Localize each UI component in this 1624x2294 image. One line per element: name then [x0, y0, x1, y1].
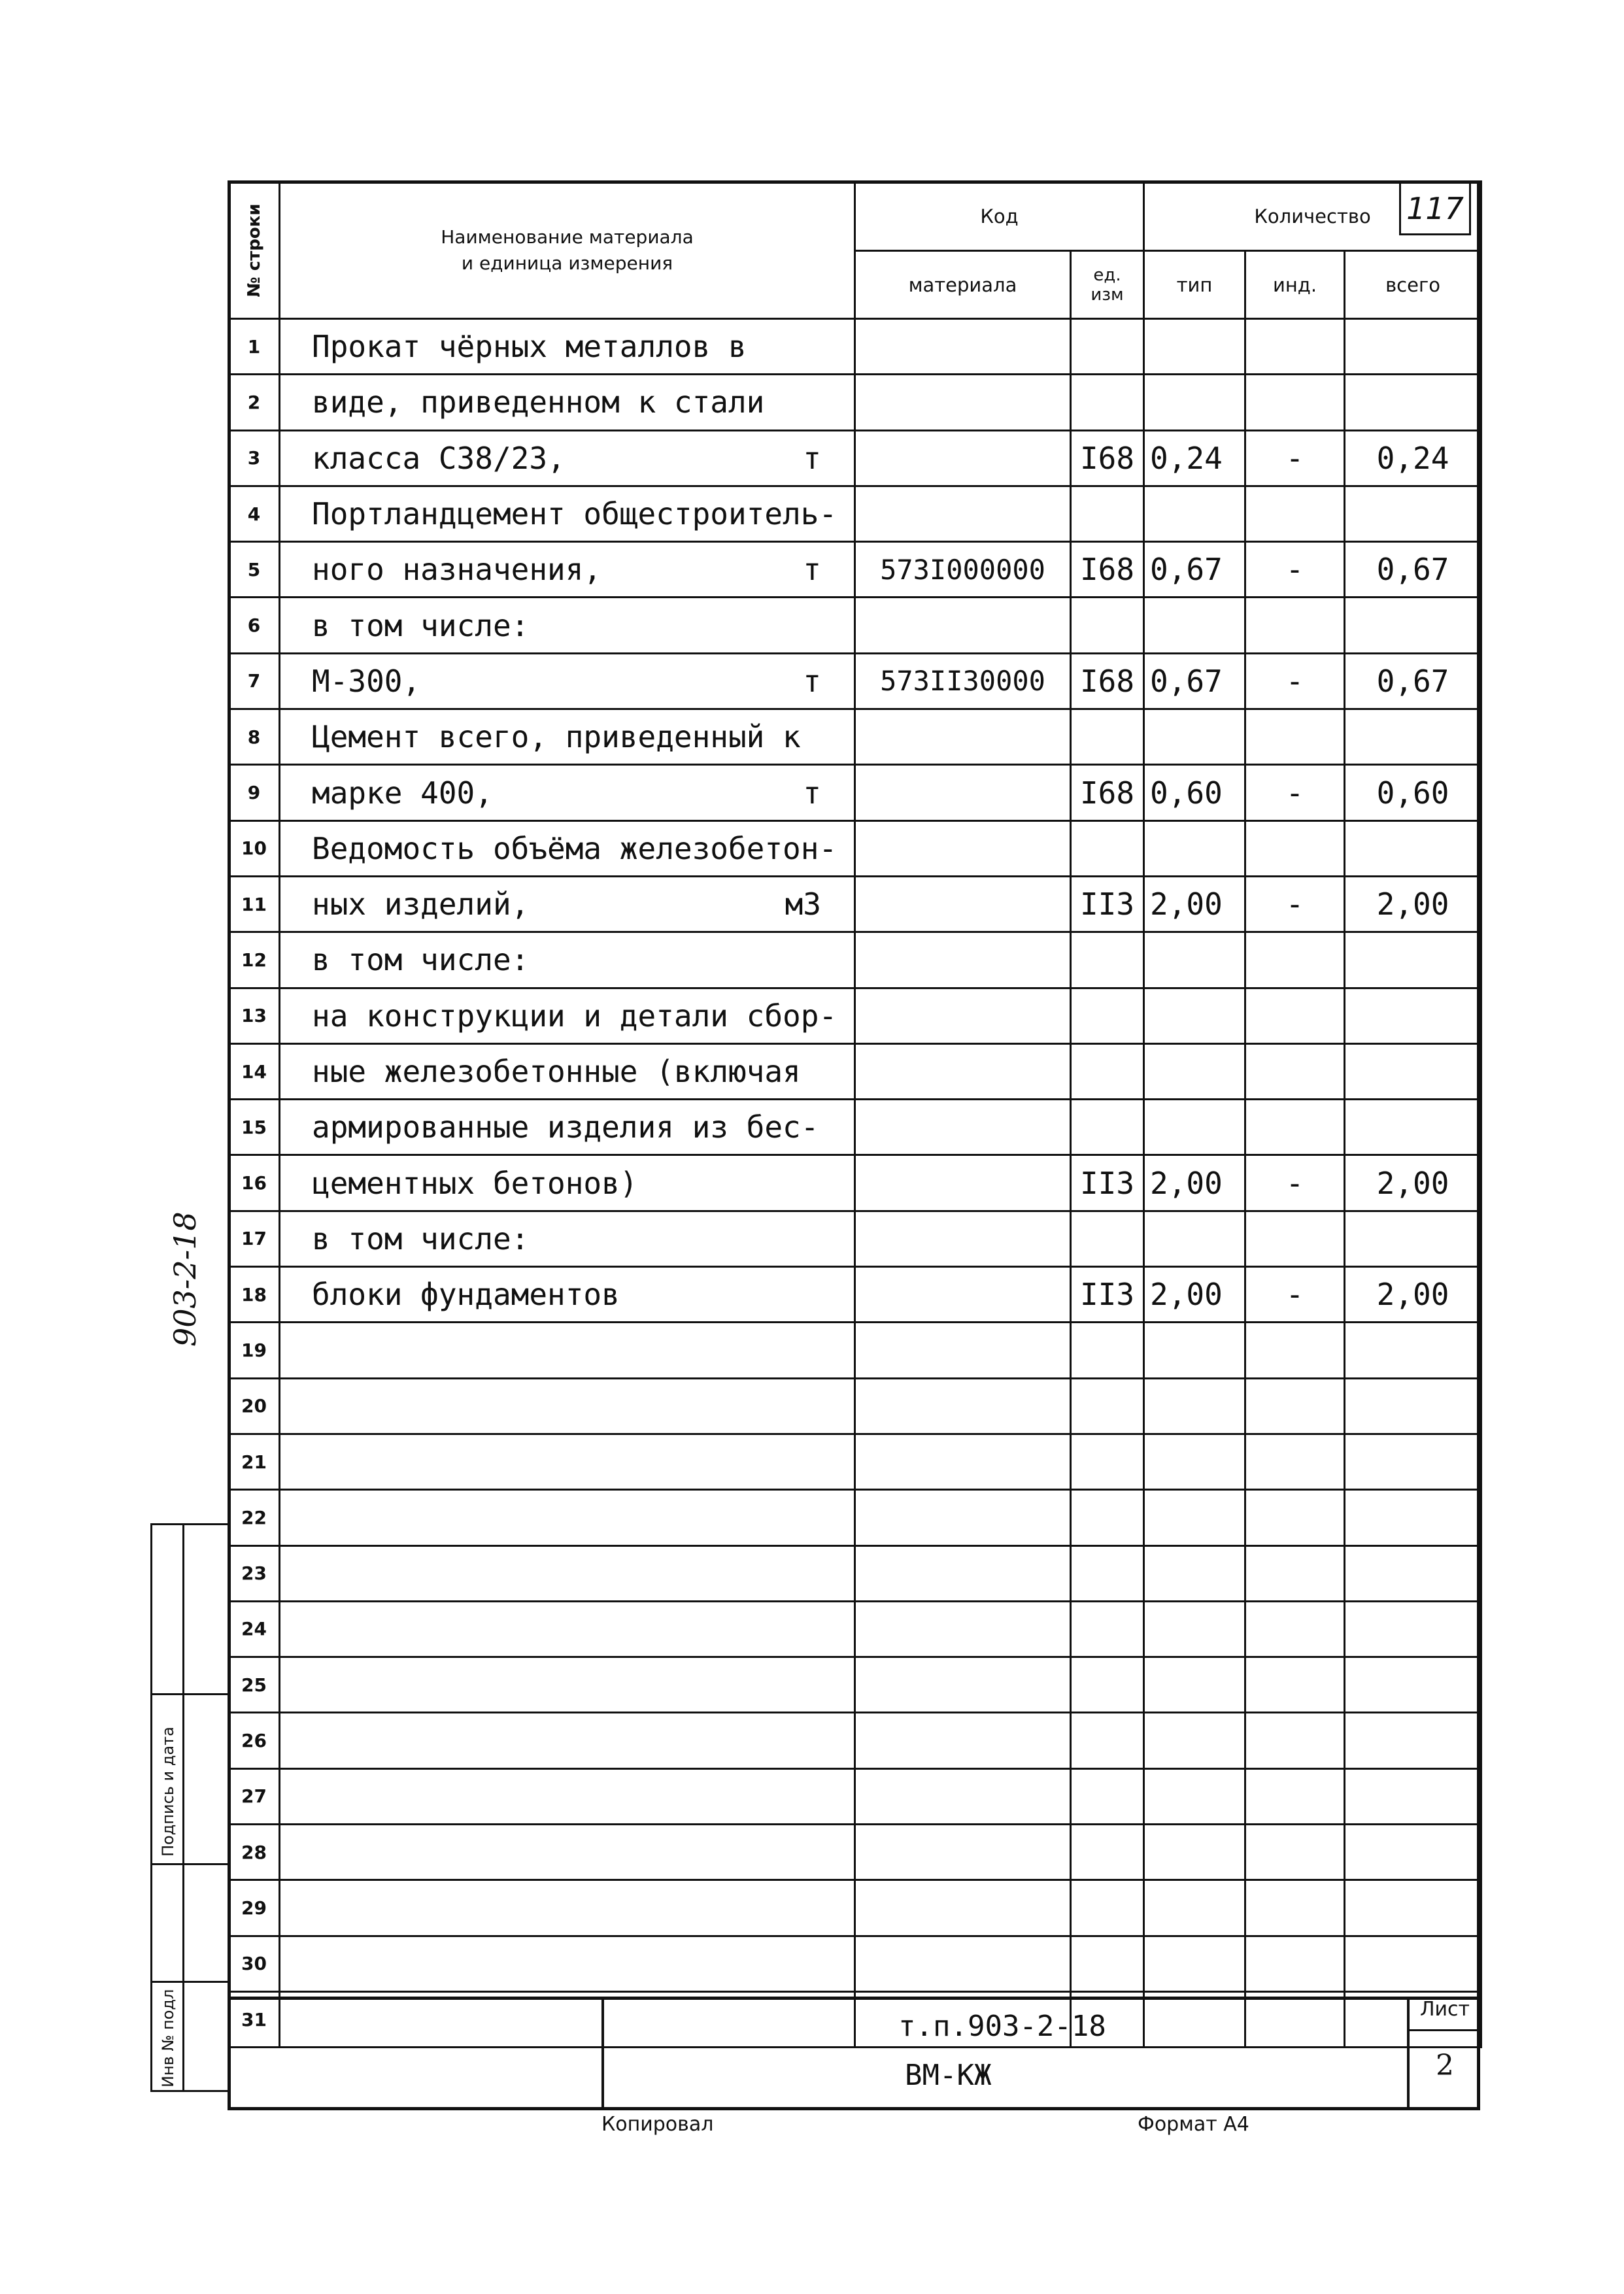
table-row	[229, 1936, 1481, 1991]
material-code	[855, 1713, 1071, 1768]
material-code: 573I000000	[855, 542, 1071, 598]
qty-ind	[1245, 1434, 1345, 1489]
qty-ind: -	[1245, 876, 1345, 932]
material-code	[855, 1657, 1071, 1713]
table-row	[229, 1100, 1481, 1155]
qty-type: 0,67	[1144, 542, 1245, 598]
qty-type: 2,00	[1144, 1155, 1245, 1211]
material-code	[855, 1100, 1071, 1155]
material-name	[280, 876, 855, 932]
unit-code	[1071, 1880, 1144, 1936]
material-name	[280, 1267, 855, 1323]
document-mark: ВМ-КЖ	[905, 2059, 992, 2092]
row-number: 20	[229, 1378, 280, 1434]
material-name-text: ных изделий,	[312, 886, 530, 922]
unit-code: I68	[1071, 542, 1144, 598]
qty-total	[1345, 1323, 1481, 1378]
material-name	[280, 1100, 855, 1155]
qty-ind: -	[1245, 430, 1345, 486]
material-name	[280, 1768, 855, 1824]
row-number: 7	[229, 653, 280, 709]
qty-type	[1144, 1545, 1245, 1601]
material-name-text: Прокат чёрных металлов в	[312, 329, 747, 365]
qty-ind	[1245, 1713, 1345, 1768]
unit-code	[1071, 1601, 1144, 1657]
row-number: 29	[229, 1880, 280, 1936]
qty-total: 0,60	[1345, 765, 1481, 820]
qty-ind	[1245, 1545, 1345, 1601]
material-code	[855, 1545, 1071, 1601]
material-name-text: ные железобетонные (включая	[312, 1054, 801, 1089]
material-code	[855, 319, 1071, 375]
qty-total: 2,00	[1345, 876, 1481, 932]
material-name	[280, 430, 855, 486]
material-code	[855, 375, 1071, 430]
qty-ind: -	[1245, 653, 1345, 709]
qty-total: 0,67	[1345, 653, 1481, 709]
material-name	[280, 1378, 855, 1434]
header-code: Код	[855, 182, 1144, 251]
sheet-number: 2	[1436, 2049, 1454, 2082]
qty-total	[1345, 1880, 1481, 1936]
qty-total	[1345, 486, 1481, 541]
qty-total	[1345, 375, 1481, 430]
material-name	[280, 1713, 855, 1768]
material-code	[855, 1434, 1071, 1489]
material-name	[280, 375, 855, 430]
row-number: 6	[229, 598, 280, 653]
side-code-wrap	[150, 1020, 216, 1347]
unit-code	[1071, 1657, 1144, 1713]
qty-type: 0,24	[1144, 430, 1245, 486]
qty-ind	[1245, 988, 1345, 1043]
unit-code	[1071, 486, 1144, 541]
measure-unit: т	[803, 552, 821, 588]
material-name	[280, 1323, 855, 1378]
side-project-code: 903-2-18	[167, 1211, 203, 1347]
qty-total	[1345, 709, 1481, 765]
stamp-cell-inv	[152, 1983, 229, 2094]
unit-code	[1071, 598, 1144, 653]
material-name	[280, 1825, 855, 1880]
row-number: 18	[229, 1267, 280, 1323]
qty-ind	[1245, 820, 1345, 876]
material-name	[280, 709, 855, 765]
row-number: 1	[229, 319, 280, 375]
qty-total	[1345, 598, 1481, 653]
qty-total	[1345, 1825, 1481, 1880]
table-row	[229, 988, 1481, 1043]
qty-ind	[1245, 1936, 1345, 1991]
qty-total	[1345, 1768, 1481, 1824]
qty-type: 2,00	[1144, 1267, 1245, 1323]
row-number: 4	[229, 486, 280, 541]
project-code: т.п.903-2-18	[898, 2010, 1106, 2043]
material-code	[855, 876, 1071, 932]
table-row	[229, 709, 1481, 765]
header-code-unit	[1071, 251, 1144, 319]
qty-total: 2,00	[1345, 1267, 1481, 1323]
unit-code	[1071, 319, 1144, 375]
material-code	[855, 765, 1071, 820]
material-name	[280, 653, 855, 709]
qty-type	[1144, 820, 1245, 876]
row-number: 28	[229, 1825, 280, 1880]
row-number: 9	[229, 765, 280, 820]
qty-ind: -	[1245, 1267, 1345, 1323]
table-row	[229, 1490, 1481, 1545]
qty-ind	[1245, 375, 1345, 430]
unit-code	[1071, 1434, 1144, 1489]
qty-type	[1144, 1211, 1245, 1266]
row-number: 5	[229, 542, 280, 598]
measure-unit: т	[803, 663, 821, 699]
header-unit-line1: ед.	[1093, 265, 1121, 285]
material-code	[855, 709, 1071, 765]
material-code	[855, 820, 1071, 876]
unit-code	[1071, 1043, 1144, 1099]
qty-ind	[1245, 1378, 1345, 1434]
measure-unit: м3	[785, 886, 821, 922]
qty-total	[1345, 1100, 1481, 1155]
table-row	[229, 319, 1481, 375]
table-body	[229, 319, 1481, 2048]
table-row	[229, 1211, 1481, 1266]
unit-code	[1071, 932, 1144, 988]
table-row	[229, 1713, 1481, 1768]
material-code	[855, 1768, 1071, 1824]
qty-ind	[1245, 1490, 1345, 1545]
unit-code	[1071, 1825, 1144, 1880]
qty-type	[1144, 1434, 1245, 1489]
table-row	[229, 486, 1481, 541]
header-name-line1: Наименование материала	[441, 226, 694, 248]
unit-code: I68	[1071, 430, 1144, 486]
corner-sheet-number: 117	[1399, 182, 1471, 235]
material-name-text: виде, приведенном к стали	[312, 384, 765, 420]
material-name-text: в том числе:	[312, 607, 530, 643]
qty-ind	[1245, 598, 1345, 653]
material-name-text: армированные изделия из бес-	[312, 1109, 819, 1145]
qty-type	[1144, 1936, 1245, 1991]
material-name	[280, 988, 855, 1043]
stamp-cell-empty	[152, 1865, 229, 1983]
material-code	[855, 932, 1071, 988]
header-qty-total: всего	[1345, 251, 1481, 319]
unit-code: I68	[1071, 765, 1144, 820]
unit-code	[1071, 1100, 1144, 1155]
qty-type	[1144, 709, 1245, 765]
material-code	[855, 1825, 1071, 1880]
row-number: 25	[229, 1657, 280, 1713]
row-number: 2	[229, 375, 280, 430]
material-name	[280, 820, 855, 876]
qty-total	[1345, 1545, 1481, 1601]
material-name	[280, 542, 855, 598]
table-row	[229, 876, 1481, 932]
qty-ind: -	[1245, 542, 1345, 598]
material-name	[280, 1880, 855, 1936]
material-name	[280, 1155, 855, 1211]
unit-code	[1071, 988, 1144, 1043]
material-name-text: ного назначения,	[312, 552, 602, 588]
qty-total	[1345, 1601, 1481, 1657]
title-block-code	[601, 1997, 1407, 2110]
qty-type: 0,60	[1144, 765, 1245, 820]
material-name-text: марке 400,	[312, 775, 493, 811]
stamp-strip	[150, 1523, 228, 2092]
unit-code	[1071, 1378, 1144, 1434]
unit-code	[1071, 1713, 1144, 1768]
footer-copied: Копировал	[601, 2113, 714, 2136]
qty-type	[1144, 1768, 1245, 1824]
unit-code: I68	[1071, 653, 1144, 709]
material-code	[855, 1936, 1071, 1991]
qty-ind	[1245, 319, 1345, 375]
header-unit-line2: изм	[1091, 284, 1124, 305]
material-name	[280, 1601, 855, 1657]
header-quantity: Количество	[1144, 182, 1481, 251]
qty-type	[1144, 1323, 1245, 1378]
qty-total	[1345, 1713, 1481, 1768]
qty-ind	[1245, 1768, 1345, 1824]
material-code	[855, 1043, 1071, 1099]
unit-code: II3	[1071, 876, 1144, 932]
row-number: 19	[229, 1323, 280, 1378]
material-name	[280, 319, 855, 375]
table-row	[229, 1267, 1481, 1323]
material-name-text: Ведомость объёма железобетон-	[312, 830, 837, 866]
table-row	[229, 598, 1481, 653]
qty-total	[1345, 1936, 1481, 1991]
table-row	[229, 542, 1481, 598]
material-code	[855, 598, 1071, 653]
row-number: 21	[229, 1434, 280, 1489]
qty-type	[1144, 598, 1245, 653]
table-row	[229, 1768, 1481, 1824]
material-name	[280, 765, 855, 820]
qty-ind: -	[1245, 1155, 1345, 1211]
stamp-cell-sign	[152, 1695, 229, 1865]
row-number: 3	[229, 430, 280, 486]
row-number: 15	[229, 1100, 280, 1155]
measure-unit: т	[803, 440, 821, 476]
material-name-text: класса С38/23,	[312, 440, 566, 476]
qty-ind	[1245, 1323, 1345, 1378]
qty-ind	[1245, 932, 1345, 988]
table-row	[229, 1378, 1481, 1434]
material-name	[280, 1545, 855, 1601]
qty-total	[1345, 1490, 1481, 1545]
footer-format: Формат А4	[1138, 2113, 1249, 2136]
row-number: 30	[229, 1936, 280, 1991]
qty-type	[1144, 1880, 1245, 1936]
stamp-inv-label: Инв № подл	[159, 1989, 177, 2087]
header-row-number-label: № строки	[244, 203, 264, 297]
material-name	[280, 1211, 855, 1266]
table-row	[229, 1323, 1481, 1378]
unit-code	[1071, 375, 1144, 430]
qty-total	[1345, 820, 1481, 876]
qty-type	[1144, 1043, 1245, 1099]
material-code	[855, 430, 1071, 486]
unit-code	[1071, 1768, 1144, 1824]
material-code	[855, 486, 1071, 541]
qty-ind	[1245, 1825, 1345, 1880]
material-name-text: М-300,	[312, 663, 421, 699]
materials-table-wrap	[228, 180, 1480, 2048]
table-row	[229, 820, 1481, 876]
material-name-text: в том числе:	[312, 942, 530, 978]
qty-total	[1345, 932, 1481, 988]
table-row	[229, 430, 1481, 486]
material-name-text: цементных бетонов)	[312, 1165, 638, 1201]
table-row	[229, 1043, 1481, 1099]
row-number: 14	[229, 1043, 280, 1099]
unit-code	[1071, 1936, 1144, 1991]
material-code	[855, 1880, 1071, 1936]
qty-type	[1144, 1601, 1245, 1657]
qty-type	[1144, 932, 1245, 988]
material-code	[855, 1267, 1071, 1323]
qty-ind	[1245, 709, 1345, 765]
row-number: 13	[229, 988, 280, 1043]
material-code	[855, 1211, 1071, 1266]
header-name-line2: и единица измерения	[461, 252, 673, 274]
qty-type	[1144, 1657, 1245, 1713]
unit-code	[1071, 1323, 1144, 1378]
header-qty-ind: инд.	[1245, 251, 1345, 319]
qty-total	[1345, 1657, 1481, 1713]
unit-code	[1071, 709, 1144, 765]
row-number: 17	[229, 1211, 280, 1266]
table-row	[229, 653, 1481, 709]
materials-table	[228, 180, 1482, 2048]
qty-ind	[1245, 1880, 1345, 1936]
unit-code	[1071, 1211, 1144, 1266]
row-number: 8	[229, 709, 280, 765]
measure-unit: т	[803, 775, 821, 811]
title-block-sheet	[1407, 1997, 1480, 2110]
material-name-text: блоки фундаментов	[312, 1277, 620, 1313]
header-material-name	[280, 182, 855, 319]
stamp-sign-label: Подпись и дата	[159, 1727, 177, 1857]
header-code-material: материала	[855, 251, 1071, 319]
header-row-number	[229, 182, 280, 319]
table-row	[229, 1434, 1481, 1489]
material-code: 573II30000	[855, 653, 1071, 709]
qty-total: 0,24	[1345, 430, 1481, 486]
row-number: 22	[229, 1490, 280, 1545]
qty-ind	[1245, 1100, 1345, 1155]
qty-ind	[1245, 1043, 1345, 1099]
qty-type	[1144, 486, 1245, 541]
material-code	[855, 1378, 1071, 1434]
material-name	[280, 598, 855, 653]
qty-total	[1345, 988, 1481, 1043]
row-number: 23	[229, 1545, 280, 1601]
material-name	[280, 1043, 855, 1099]
table-row	[229, 1880, 1481, 1936]
qty-total	[1345, 319, 1481, 375]
qty-ind	[1245, 1601, 1345, 1657]
table-row	[229, 1657, 1481, 1713]
table-row	[229, 1825, 1481, 1880]
sheet-label: Лист	[1410, 1998, 1480, 2031]
qty-type	[1144, 1825, 1245, 1880]
table-row	[229, 932, 1481, 988]
material-code	[855, 1323, 1071, 1378]
row-number: 31	[229, 1991, 280, 2047]
qty-type	[1144, 1713, 1245, 1768]
qty-type	[1144, 1378, 1245, 1434]
qty-total	[1345, 1378, 1481, 1434]
qty-total	[1345, 1434, 1481, 1489]
qty-type	[1144, 375, 1245, 430]
material-name	[280, 1657, 855, 1713]
unit-code: II3	[1071, 1155, 1144, 1211]
qty-total	[1345, 1211, 1481, 1266]
qty-total	[1345, 1043, 1481, 1099]
stamp-cell-date	[152, 1525, 229, 1695]
material-name	[280, 932, 855, 988]
qty-type	[1144, 1490, 1245, 1545]
table-row	[229, 375, 1481, 430]
table-row	[229, 1545, 1481, 1601]
row-number: 26	[229, 1713, 280, 1768]
unit-code	[1071, 1545, 1144, 1601]
qty-ind	[1245, 1211, 1345, 1266]
unit-code	[1071, 820, 1144, 876]
unit-code	[1071, 1490, 1144, 1545]
material-code	[855, 988, 1071, 1043]
material-name	[280, 1936, 855, 1991]
header-qty-type: тип	[1144, 251, 1245, 319]
table-row	[229, 1601, 1481, 1657]
qty-total: 0,67	[1345, 542, 1481, 598]
material-code	[855, 1155, 1071, 1211]
qty-total: 2,00	[1345, 1155, 1481, 1211]
qty-ind	[1245, 486, 1345, 541]
material-name-text: Портландцемент общестроитель-	[312, 496, 837, 532]
material-name	[280, 1434, 855, 1489]
table-row	[229, 765, 1481, 820]
table-row	[229, 1155, 1481, 1211]
material-code	[855, 1490, 1071, 1545]
row-number: 27	[229, 1768, 280, 1824]
material-code	[855, 1601, 1071, 1657]
row-number: 10	[229, 820, 280, 876]
material-name-text: Цемент всего, приведенный к	[312, 719, 801, 755]
unit-code: II3	[1071, 1267, 1144, 1323]
row-number: 24	[229, 1601, 280, 1657]
material-name-text: на конструкции и детали сбор-	[312, 998, 837, 1034]
qty-type	[1144, 319, 1245, 375]
material-name	[280, 1490, 855, 1545]
qty-ind	[1245, 1657, 1345, 1713]
row-number: 16	[229, 1155, 280, 1211]
qty-type	[1144, 988, 1245, 1043]
row-number: 12	[229, 932, 280, 988]
qty-type: 0,67	[1144, 653, 1245, 709]
material-name	[280, 486, 855, 541]
row-number: 11	[229, 876, 280, 932]
qty-ind: -	[1245, 765, 1345, 820]
qty-type	[1144, 1100, 1245, 1155]
qty-type: 2,00	[1144, 876, 1245, 932]
material-name-text: в том числе:	[312, 1221, 530, 1257]
